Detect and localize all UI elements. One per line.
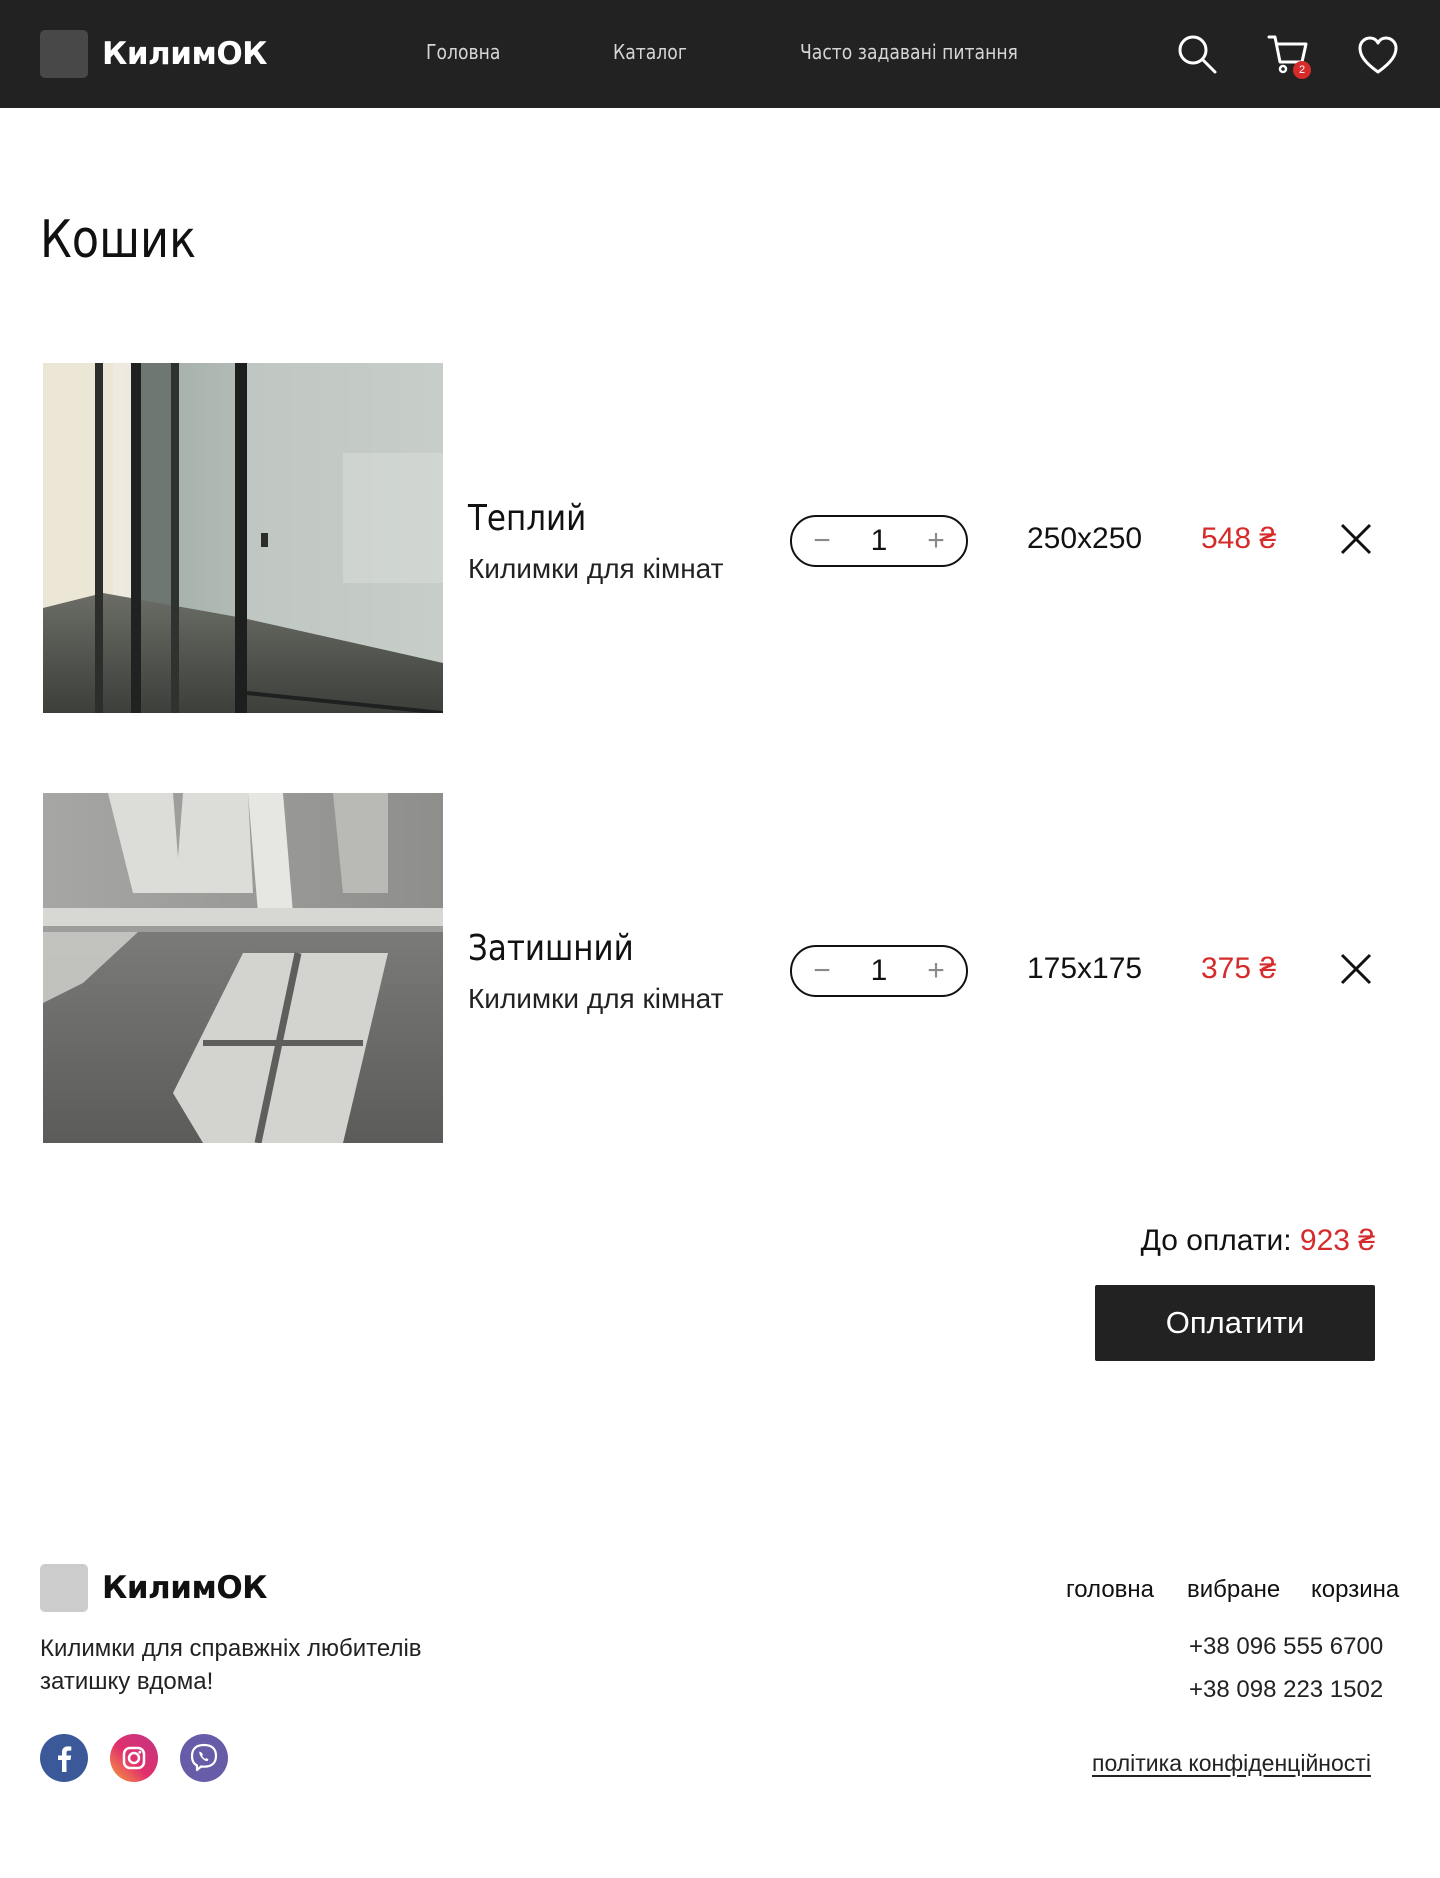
quantity-stepper [790,515,968,567]
product-image[interactable] [43,363,443,713]
brand-name: КилимОК [102,36,268,72]
product-image[interactable] [43,793,443,1143]
facebook-icon[interactable] [40,1734,88,1782]
cart-item-row [0,793,1440,1143]
close-icon [1336,949,1376,989]
total-value: 923 ₴ [1299,1224,1375,1257]
privacy-policy-link[interactable]: політика конфіденційності [1092,1750,1371,1776]
pay-button[interactable]: Оплатити [1095,1285,1375,1361]
instagram-icon[interactable] [110,1734,158,1782]
viber-icon[interactable] [180,1734,228,1782]
increase-quantity-button[interactable]: + [927,524,945,557]
product-category: Килимки для кімнат [468,553,724,584]
nav-faq-link[interactable]: Часто задавані питання [800,40,1018,64]
page-title: Кошик [40,210,197,270]
remove-item-button[interactable] [1336,949,1376,989]
product-price: 375 ₴ [1201,952,1277,985]
search-icon[interactable] [1175,32,1219,76]
product-category: Килимки для кімнат [468,983,724,1014]
close-icon [1336,519,1376,559]
product-size: 175x175 [1027,952,1143,985]
brand-logo[interactable] [40,30,267,78]
site-header [0,0,1440,108]
quantity-input[interactable] [844,517,914,565]
footer-link-home[interactable]: головна [1066,1576,1155,1603]
footer-link-cart[interactable]: корзина [1311,1576,1400,1603]
order-total [1141,1224,1375,1258]
product-size: 250x250 [1027,522,1143,555]
nav-catalog-link[interactable]: Каталог [613,40,687,64]
footer-link-favorites[interactable]: вибране [1187,1576,1281,1603]
decrease-quantity-button[interactable]: − [813,954,831,987]
nav-home-link[interactable]: Головна [426,40,501,64]
product-name[interactable]: Теплий [468,498,587,539]
heart-icon[interactable] [1356,34,1400,78]
footer-brand-name: КилимОК [102,1570,268,1606]
total-label: До оплати: [1140,1224,1292,1257]
phone-number[interactable]: +38 096 555 6700 [1189,1633,1384,1660]
product-price: 548 ₴ [1201,522,1277,555]
quantity-stepper [790,945,968,997]
decrease-quantity-button[interactable]: − [813,524,831,557]
logo-mark [40,30,88,78]
phone-number[interactable]: +38 098 223 1502 [1189,1676,1384,1703]
product-name[interactable]: Затишний [468,928,634,969]
cart-item-row [0,363,1440,713]
logo-mark [40,1564,88,1612]
increase-quantity-button[interactable]: + [927,954,945,987]
footer-tagline: Килимки для справжніх любителів затишку вдома! [40,1635,422,1695]
footer-brand-logo[interactable] [40,1564,267,1612]
remove-item-button[interactable] [1336,519,1376,559]
cart-count-badge: 2 [1293,61,1311,79]
quantity-input[interactable] [844,947,914,995]
